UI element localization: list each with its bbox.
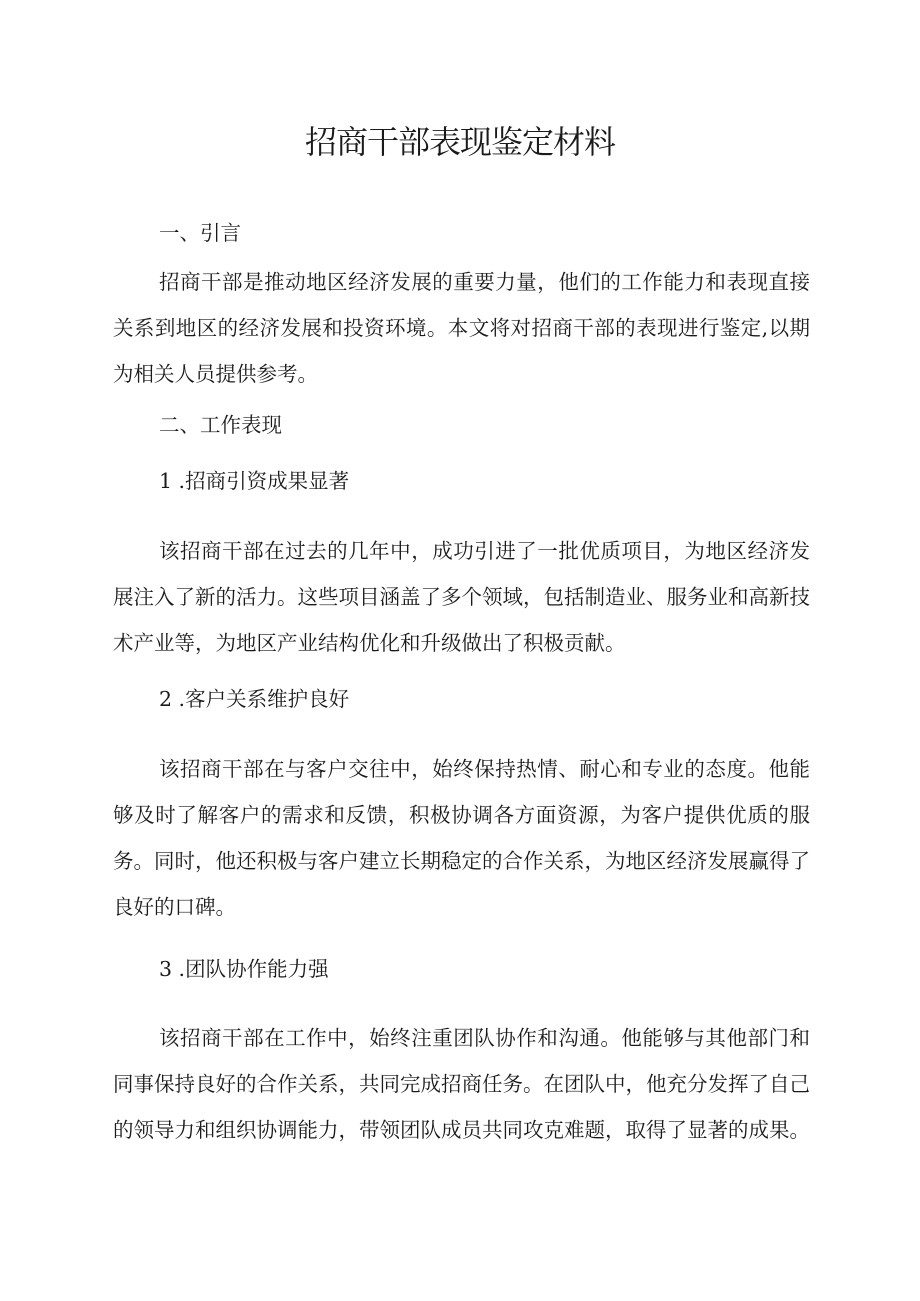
document-title: 招商干部表现鉴定材料 (304, 123, 615, 161)
paragraph-client-relations: 该招商干部在与客户交往中，始终保持热情、耐心和专业的态度。他能够及时了解客户的需求和反馈，积极协调各方面资源，为客户提供优质的服务。同时，他还积极与客户建立长期稳定的合作关系，为地区经济发展赢得了良好的口碑。 (113, 757, 810, 919)
subheading-client-relations: 2 .客户关系维护良好 (159, 687, 350, 711)
paragraph-introduction: 招商干部是推动地区经济发展的重要力量，他们的工作能力和表现直接关系到地区的经济发展和投资环境。本文将对招商干部的表现进行鉴定,以期为相关人员提供参考。 (113, 270, 810, 386)
section-heading-work-performance: 二、工作表现 (159, 413, 282, 437)
paragraph-teamwork: 该招商干部在工作中，始终注重团队协作和沟通。他能够与其他部门和同事保持良好的合作关系，共同完成招商任务。在团队中，他充分发挥了自己的领导力和组织协调能力，带领团队成员共同攻克难题，取得了显著的成果。 (113, 1026, 810, 1142)
subheading-teamwork: 3 .团队协作能力强 (159, 957, 329, 981)
paragraph-investment-results: 该招商干部在过去的几年中，成功引进了一批优质项目，为地区经济发展注入了新的活力。这些项目涵盖了多个领域，包括制造业、服务业和高新技术产业等，为地区产业结构优化和升级做出了积极贡献。 (113, 539, 810, 655)
subheading-investment-results: 1 .招商引资成果显著 (159, 469, 350, 493)
section-heading-introduction: 一、引言 (159, 221, 241, 245)
